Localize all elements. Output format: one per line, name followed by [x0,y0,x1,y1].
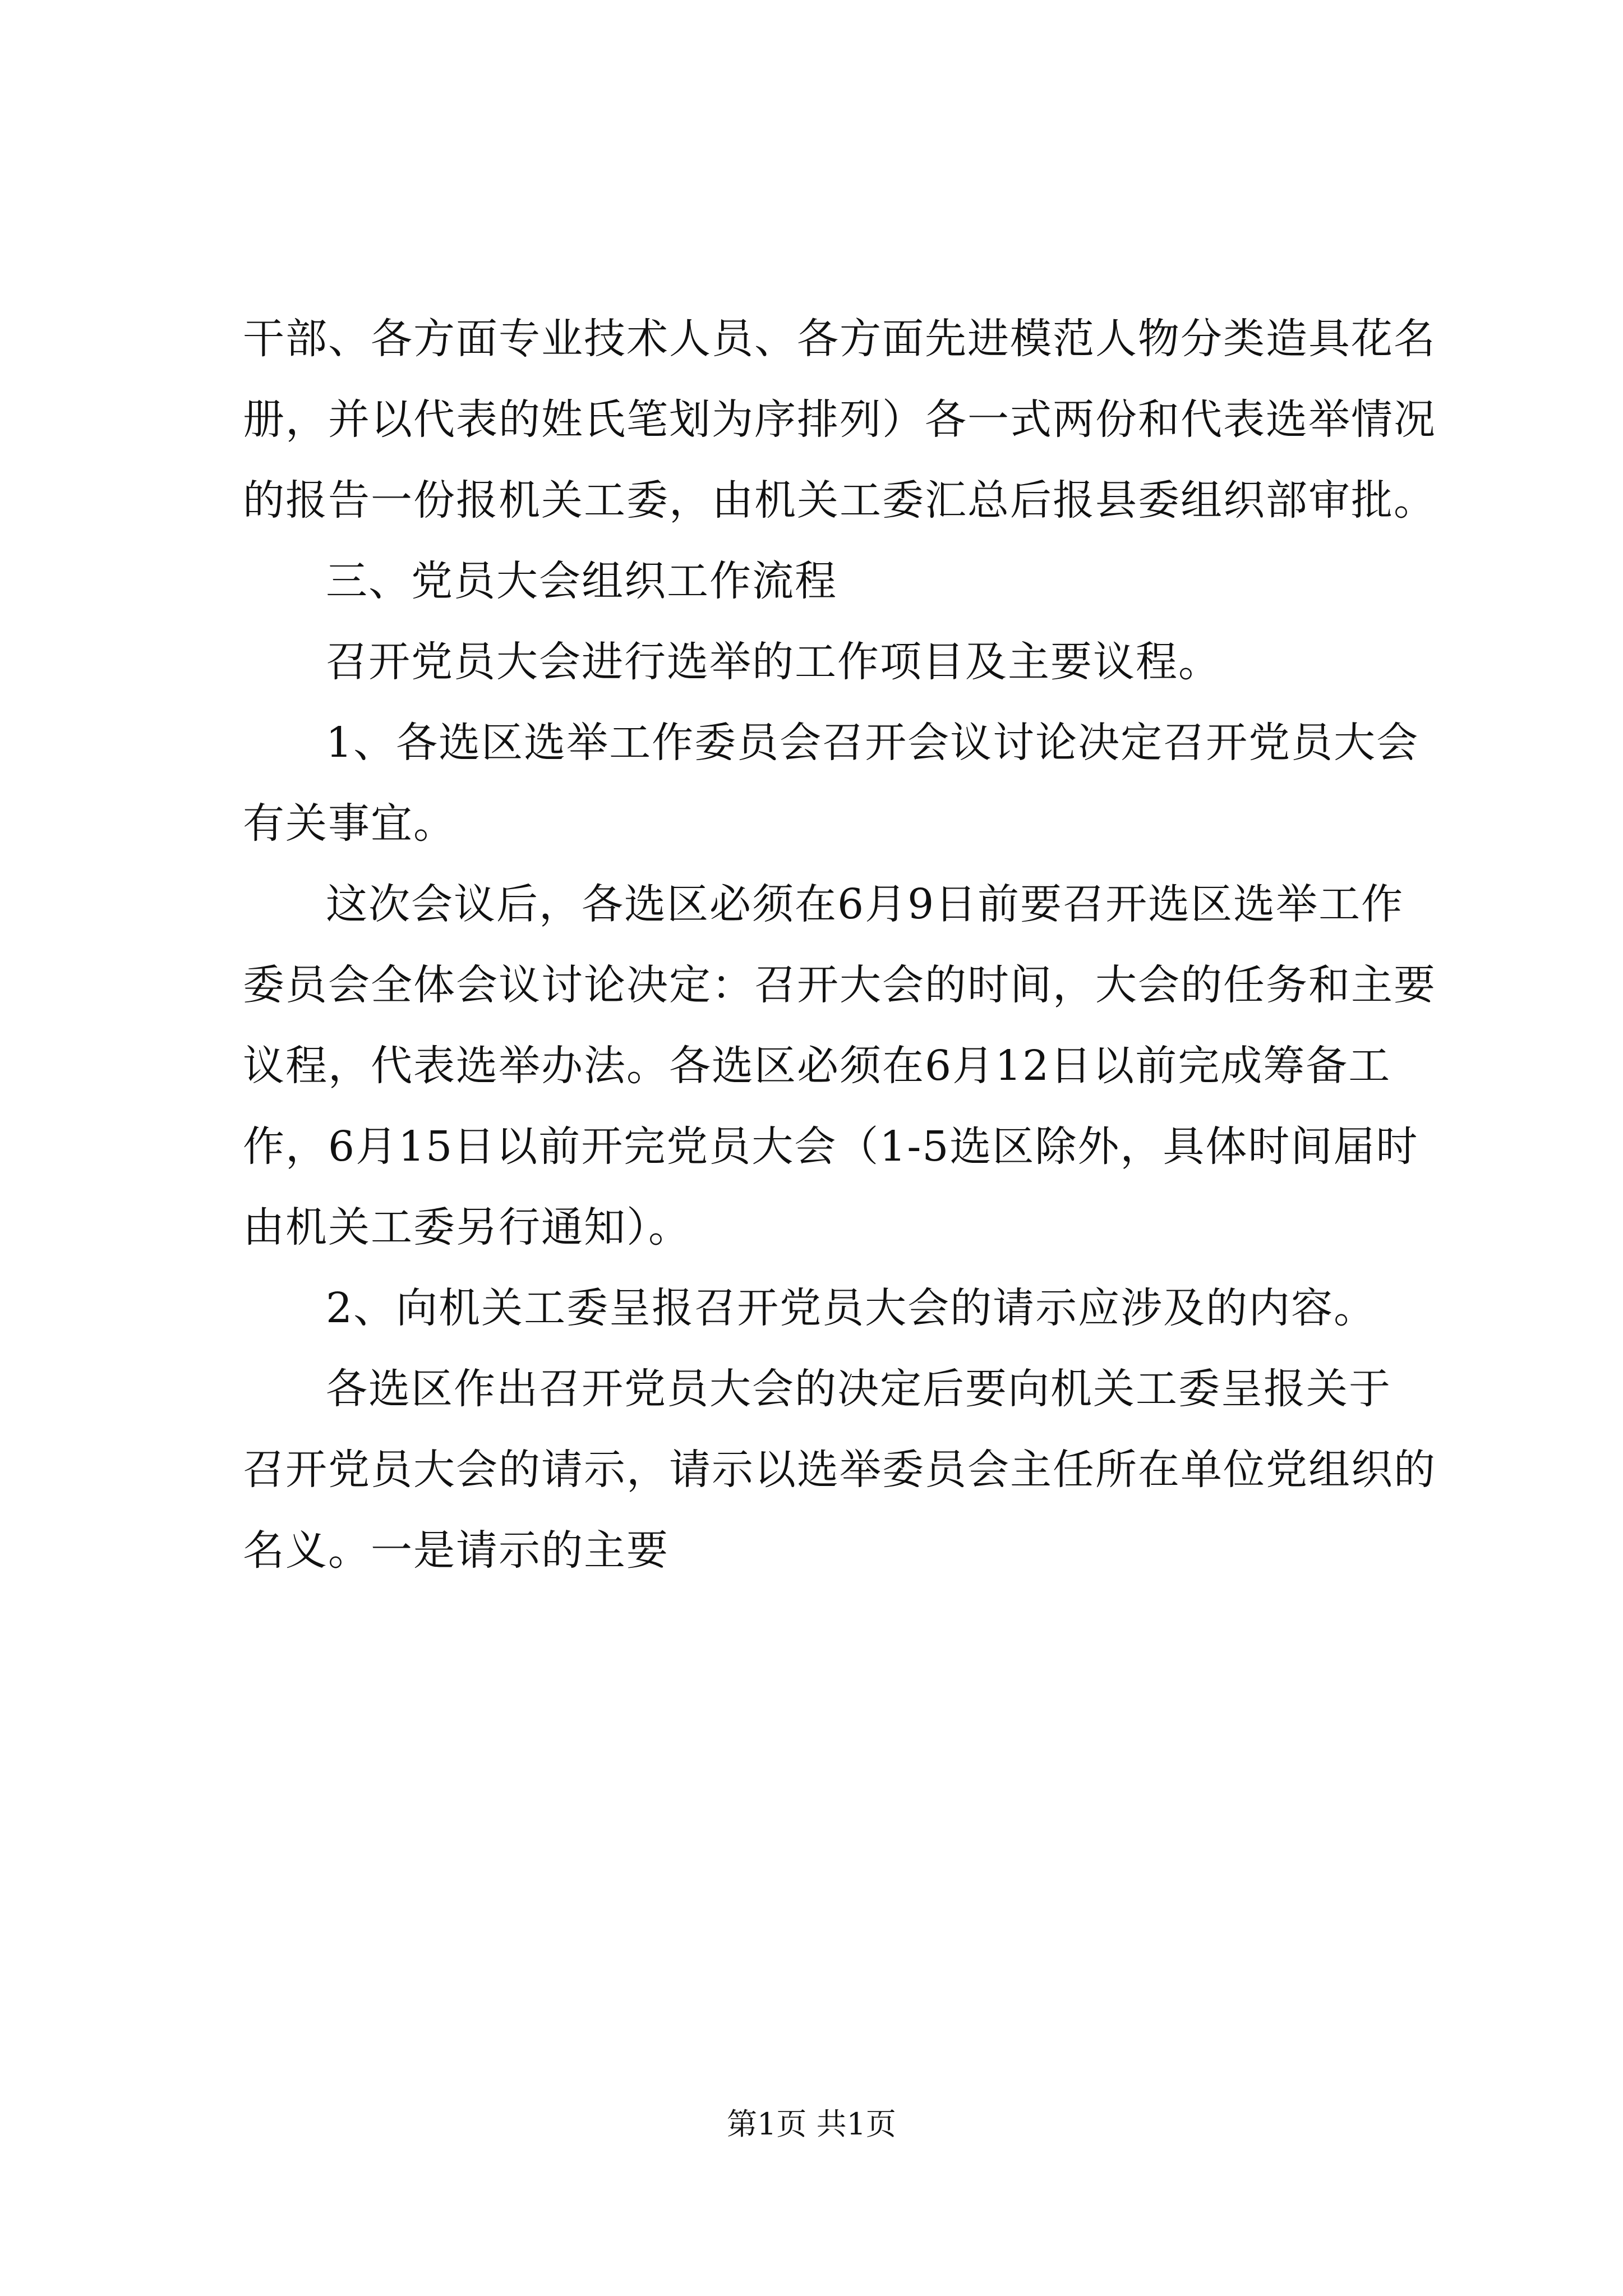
text-line: 召开党员大会进行选举的工作项目及主要议程。 [326,638,1221,686]
text-line: 议程，代表选举办法。各选区必须在6月12日以前完成筹备工 [243,1042,1391,1090]
text-line: 的报告一份报机关工委，由机关工委汇总后报县委组织部审批。 [243,476,1436,524]
text-line: 各选区作出召开党员大会的决定后要向机关工委呈报关于 [326,1365,1391,1413]
text-line: 这次会议后，各选区必须在6月9日前要召开选区选举工作 [326,880,1404,928]
text-line: 作，6月15日以前开完党员大会（1-5选区除外，具体时间届时 [243,1122,1419,1171]
text-line: 有关事宜。 [243,799,456,848]
text-line: 由机关工委另行通知）。 [243,1203,691,1251]
page-number-footer: 第1页 共1页 [727,2106,896,2142]
text-line: 召开党员大会的请示，请示以选举委员会主任所在单位党组织的 [243,1446,1436,1494]
text-line: 干部、各方面专业技术人员、各方面先进模范人物分类造具花名 [243,315,1436,363]
document-body [243,298,1436,1591]
list-item-heading: 1、各选区选举工作委员会召开会议讨论决定召开党员大会 [326,719,1419,767]
list-item-heading: 2、向机关工委呈报召开党员大会的请示应涉及的内容。 [326,1284,1377,1332]
text-line: 名义。一是请示的主要 [243,1526,669,1575]
text-line: 委员会全体会议讨论决定：召开大会的时间，大会的任务和主要 [243,961,1436,1009]
text-line: 册，并以代表的姓氏笔划为序排列）各一式两份和代表选举情况 [243,395,1436,444]
section-heading: 三、党员大会组织工作流程 [326,557,837,605]
